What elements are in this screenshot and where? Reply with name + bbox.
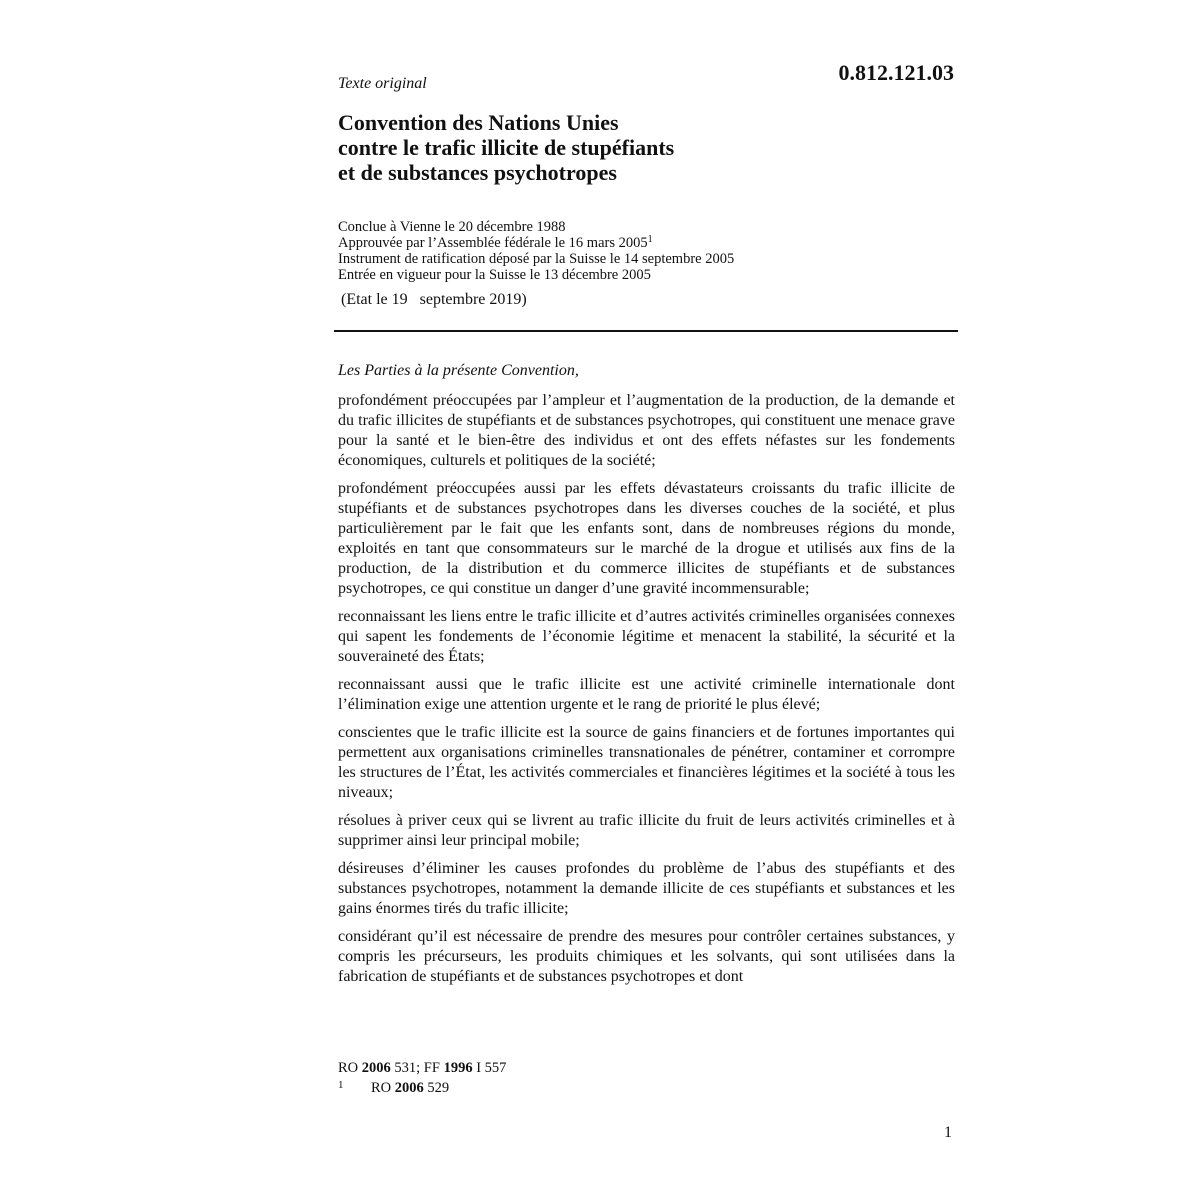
header-divider — [334, 330, 958, 332]
preamble-paragraph: reconnaissant aussi que le trafic illicite est une activité criminelle internationale dont l’élimination exige une attention urgente et le rang de priorité le plus élevé; — [338, 676, 955, 713]
preamble-paragraph: considérant qu’il est nécessaire de prendre des mesures pour contrôler certaines substances, y compris les précurseurs, les produits chimiques et les solvants, qui sont utilisées dans la fabrication de stupéfiants et de substances psychotropes et dont — [338, 928, 955, 985]
ro-page: 531; FF — [394, 1060, 440, 1076]
preamble-paragraph: profondément préoccupées aussi par les effets dévastateurs croissants du trafic illicite de stupéfiants et de substances psychotropes dans les diverses couches de la société, et plus particulièrement par le fait que les enfants sont, dans de nombreuses régions du monde, exploités en tant que consommateurs sur le marché de la drogue et utilisés aux fins de la production, de la distribution et du commerce illicites de stupéfiants et de substances psychotropes, ce qui constitue un danger d’une gravité incommensurable; — [338, 480, 955, 597]
preamble-paragraph: résolues à priver ceux qui se livrent au trafic illicite du fruit de leurs activités criminelles et à supprimer ainsi leur principal mobile; — [338, 812, 955, 849]
preamble-paragraph: reconnaissant les liens entre le trafic illicite et d’autres activités criminelles organisées connexes qui sapent les fondements de l’économie légitime et menacent la stabilité, la sécurité et la souveraineté des États; — [338, 608, 955, 665]
approved-text: Approuvée par l’Assemblée fédérale le 16 mars 2005 — [338, 235, 648, 251]
title-line: Convention des Nations Unies — [338, 110, 619, 135]
footnote-1: 1 RO 2006 529 — [338, 1079, 450, 1096]
ro-year: 2006 — [361, 1060, 391, 1076]
preamble — [338, 361, 955, 995]
document-metadata — [338, 219, 958, 283]
footnote-ref[interactable]: 1 — [647, 234, 653, 245]
title-line: contre le trafic illicite de stupéfiants — [338, 135, 675, 160]
source-reference — [338, 1058, 958, 1078]
ro-page: 529 — [427, 1080, 450, 1096]
sr-number: 0.812.121.03 — [838, 60, 954, 85]
ro-prefix: RO — [338, 1060, 359, 1076]
preamble-paragraph: désireuses d’éliminer les causes profondes du problème de l’abus des stupéfiants et des substances psychotropes, notamment la demande illicite de ces stupéfiants et substances et les gains énormes tirés du trafic illicite; — [338, 860, 955, 917]
approved-line — [338, 235, 958, 251]
state-date: (Etat le 19 septembre 2019) — [341, 291, 527, 308]
document-title — [338, 110, 958, 185]
ratification-line: Instrument de ratification déposé par la Suisse le 14 septembre 2005 — [338, 251, 735, 267]
preamble-paragraph: profondément préoccupées par l’ampleur et l’augmentation de la production, de la demande et du trafic illicites de stupéfiants et de substances psychotropes, qui constituent une menace grave pour la santé et le bien-être des individus et ont des effets néfastes sur les fondements économiques, culturels et politiques de la société; — [338, 392, 955, 469]
ro-year: 2006 — [394, 1080, 424, 1096]
footnotes — [338, 1058, 958, 1098]
preamble-paragraph: conscientes que le trafic illicite est la source de gains financiers et de fortunes importantes qui permettent aux organisations criminelles transnationales de pénétrer, contaminer et corrompre les structures de l’État, les activités commerciales et financières légitimes et la société à tous les niveaux; — [338, 724, 955, 801]
entry-into-force-line: Entrée en vigueur pour la Suisse le 13 décembre 2005 — [338, 267, 651, 283]
preamble-intro: Les Parties à la présente Convention, — [338, 362, 579, 379]
ff-year: 1996 — [443, 1060, 473, 1076]
title-line: et de substances psychotropes — [338, 160, 617, 185]
concluded-line: Conclue à Vienne le 20 décembre 1988 — [338, 219, 566, 235]
ff-page: I 557 — [476, 1060, 507, 1076]
ro-prefix: RO — [371, 1080, 392, 1096]
page-number: 1 — [944, 1124, 952, 1141]
original-text-label: Texte original — [338, 75, 427, 92]
